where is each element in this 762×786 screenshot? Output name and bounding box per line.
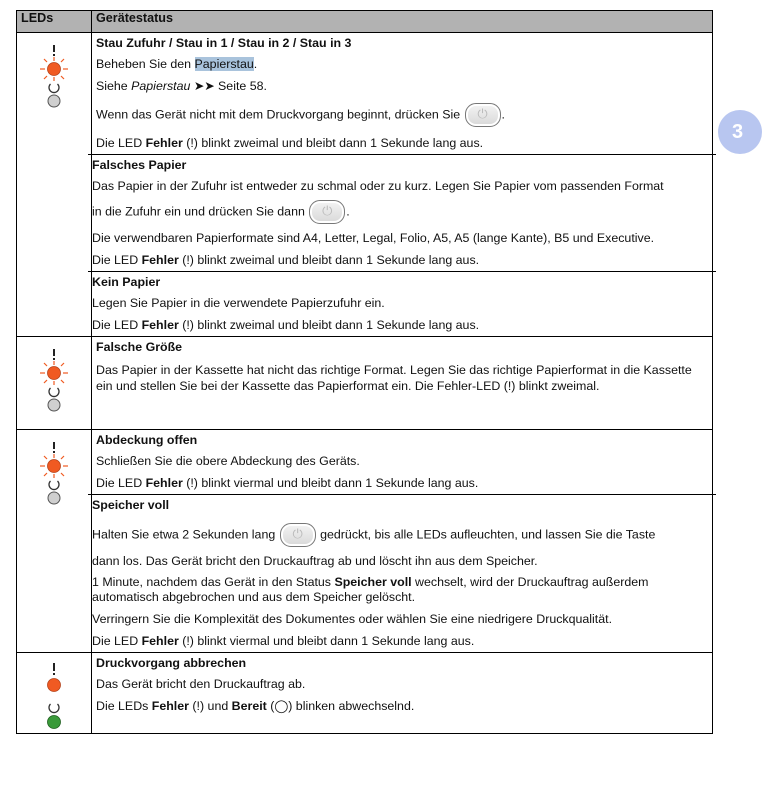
header-leds: LEDs (17, 11, 92, 33)
status-title: Abdeckung offen (96, 433, 198, 447)
table-header-row (17, 11, 713, 33)
led-indicator-blinking (17, 337, 91, 413)
table-row (17, 337, 713, 430)
status-cell (92, 337, 713, 430)
led-indicator-alternating (17, 653, 91, 731)
led-cell (17, 430, 92, 653)
status-line: 1 Minute, nachdem das Gerät in den Status Speicher voll wechselt, wird der Druckauftrag außerdem automatisch abgebrochen und aus dem Speicher gelöscht. (92, 575, 649, 604)
led-cell (17, 653, 92, 734)
status-subsection (88, 494, 716, 652)
status-line: Die LED Fehler (!) blinkt zweimal und bleibt dann 1 Sekunde lang aus. (92, 318, 480, 332)
status-line: Schließen Sie die obere Abdeckung des Geräts. (96, 454, 360, 468)
status-title: Speicher voll (92, 498, 170, 512)
status-line: dann los. Das Gerät bricht den Druckauftrag ab und löscht ihn aus dem Speicher. (92, 554, 538, 568)
status-cell (92, 33, 713, 337)
status-line: in die Zufuhr ein und drücken Sie dann ⏻ . (92, 197, 712, 227)
table-row (17, 33, 713, 337)
status-title: Druckvorgang abbrechen (96, 656, 247, 670)
led-error-blinking-icon (34, 45, 74, 109)
status-title: Stau Zufuhr / Stau in 1 / Stau in 2 / Stau in 3 (96, 36, 352, 50)
status-subsection (88, 271, 716, 336)
status-line: Siehe Papierstau ➤➤ Seite 58. (96, 79, 267, 93)
highlighted-text: Papierstau (194, 57, 254, 71)
led-indicator-blinking (17, 430, 91, 506)
status-line: Die LED Fehler (!) blinkt viermal und bleibt dann 1 Sekunde lang aus. (96, 476, 479, 490)
led-error-blinking-icon (34, 442, 74, 506)
led-error-ready-icon (34, 663, 74, 731)
status-line: Die LED Fehler (!) blinkt zweimal und bleibt dann 1 Sekunde lang aus. (96, 136, 484, 150)
status-title: Falsche Größe (96, 340, 183, 354)
status-line: Das Papier in der Zufuhr ist entweder zu schmal oder zu kurz. Legen Sie Papier vom passenden Format (92, 179, 664, 193)
status-subsection (88, 154, 716, 271)
status-cell (92, 653, 713, 734)
status-line: Das Papier in der Kassette hat nicht das richtige Format. Legen Sie das richtige Papierformat in die Kassette ein und stellen Sie bei der Kassette das Papierformat ein. Die Fehler-LED (!) blinkt zweimal. (96, 363, 692, 393)
status-title: Kein Papier (92, 275, 161, 289)
status-line: Die LED Fehler (!) blinkt viermal und bleibt dann 1 Sekunde lang aus. (92, 634, 475, 648)
status-title: Falsches Papier (92, 158, 187, 172)
power-button-icon: ⏻ (309, 200, 345, 224)
status-line: Die verwendbaren Papierformate sind A4, Letter, Legal, Folio, A5, A5 (lange Kante), B5 und Executive. (92, 231, 655, 245)
status-line: Die LEDs Fehler (!) und Bereit (◯) blinken abwechselnd. (96, 699, 415, 713)
led-status-table (16, 10, 713, 734)
table-row (17, 653, 713, 734)
status-line: Legen Sie Papier in die verwendete Papierzufuhr ein. (92, 296, 385, 310)
status-line: Verringern Sie die Komplexität des Dokumentes oder wählen Sie eine niedrigere Druckqualität. (92, 612, 613, 626)
status-line: Halten Sie etwa 2 Sekunden lang ⏻ gedrückt, bis alle LEDs aufleuchten, und lassen Sie die Taste (92, 515, 712, 550)
status-line: Wenn das Gerät nicht mit dem Druckvorgang beginnt, drücken Sie ⏻ . (96, 97, 708, 130)
header-status: Gerätestatus (92, 11, 713, 33)
chapter-tab[interactable]: 3 (718, 110, 762, 154)
table-row (17, 430, 713, 653)
status-line: Beheben Sie den Papierstau. (96, 57, 258, 71)
led-cell (17, 33, 92, 337)
led-error-blinking-icon (34, 349, 74, 413)
page-reference-link[interactable]: Papierstau (131, 79, 191, 93)
status-cell (92, 430, 713, 653)
power-button-icon: ⏻ (465, 103, 501, 127)
status-line: Das Gerät bricht den Druckauftrag ab. (96, 677, 306, 691)
led-indicator-blinking (17, 33, 91, 109)
power-button-icon: ⏻ (280, 523, 316, 547)
led-cell (17, 337, 92, 430)
status-line: Die LED Fehler (!) blinkt zweimal und bleibt dann 1 Sekunde lang aus. (92, 253, 480, 267)
